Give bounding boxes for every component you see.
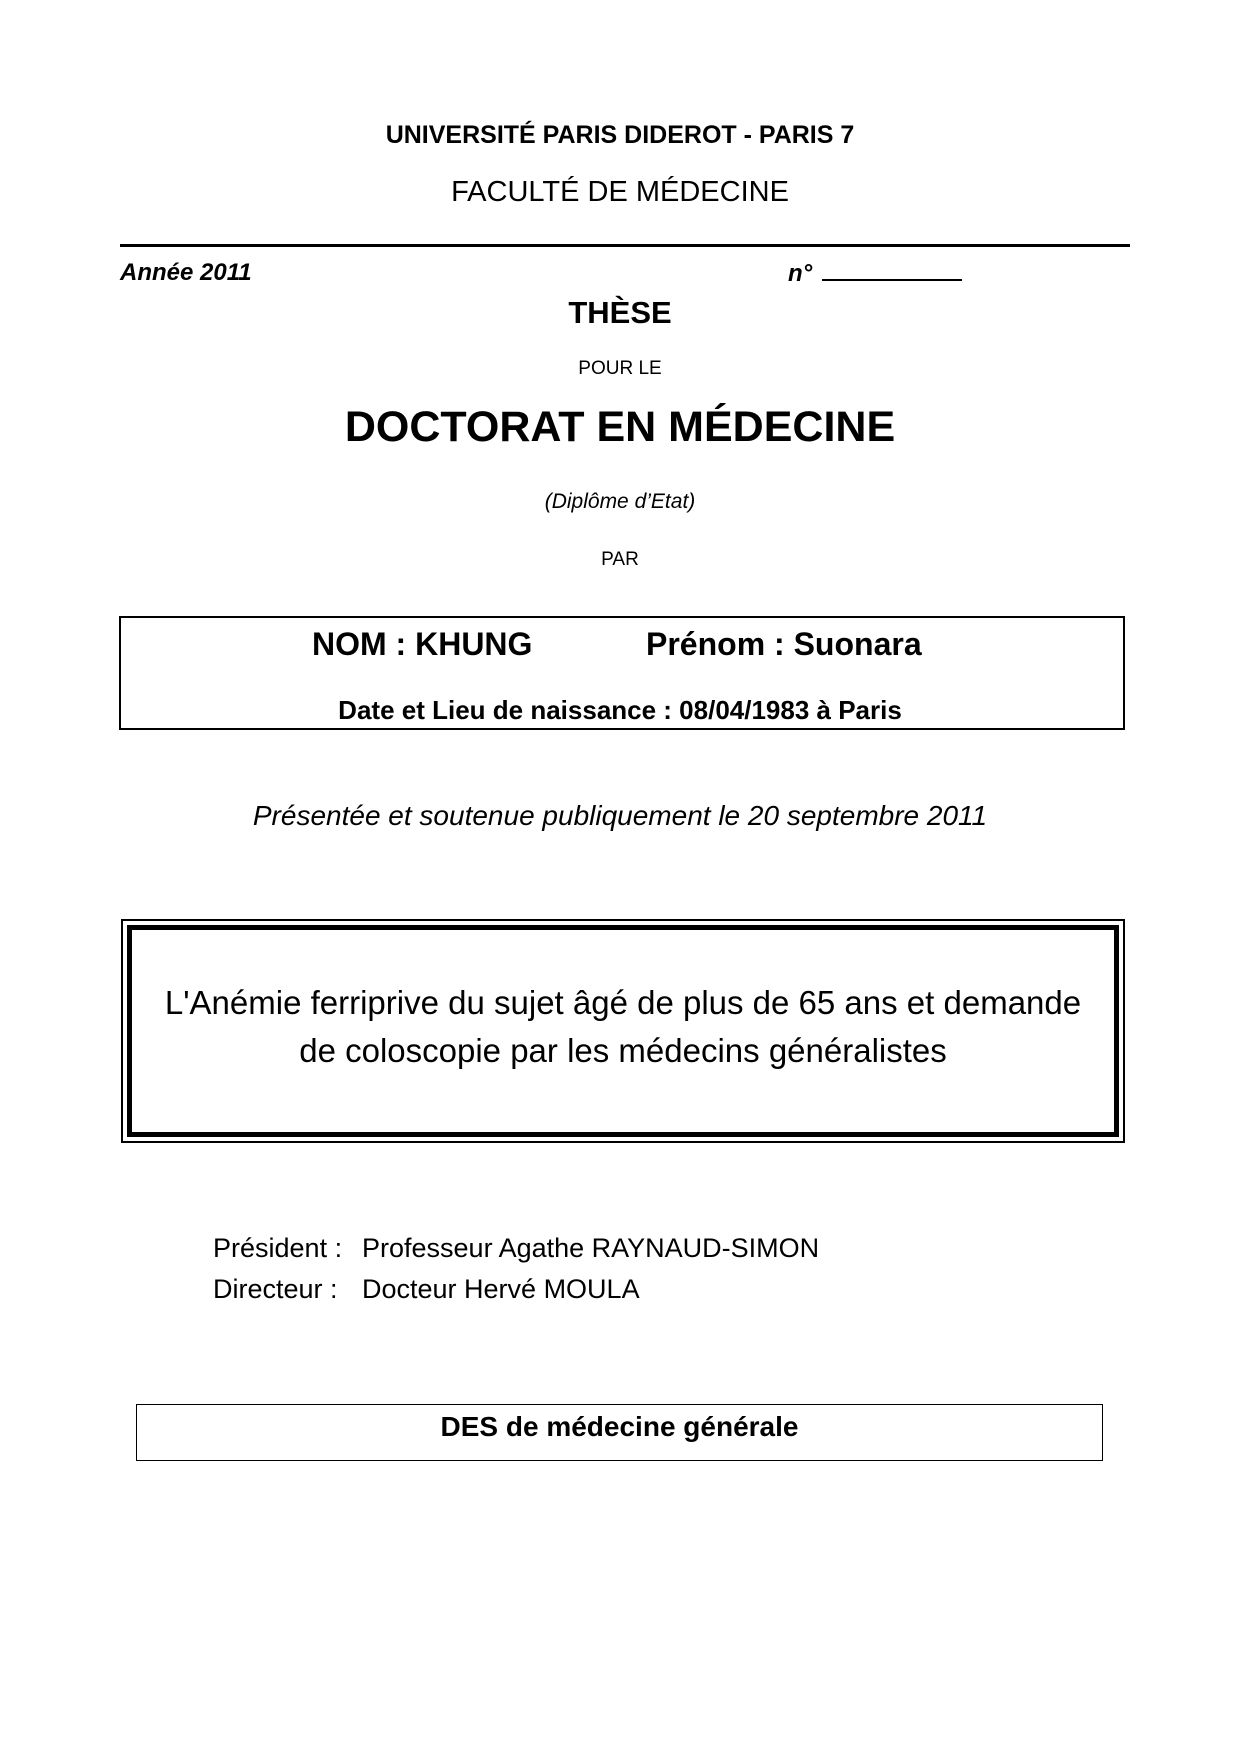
- par-label: PAR: [601, 549, 639, 570]
- thesis-number: [788, 259, 962, 288]
- faculty-name: FACULTÉ DE MÉDECINE: [451, 176, 789, 208]
- thesis-number-label: n°: [788, 260, 813, 287]
- candidate-birth-info: Date et Lieu de naissance : 08/04/1983 à Paris: [338, 695, 902, 725]
- des-label: DES de médecine générale: [440, 1411, 799, 1442]
- candidate-firstname: Prénom : Suonara: [646, 626, 922, 662]
- thesis-title-line-2: de coloscopie par les médecins généralistes: [299, 1032, 947, 1069]
- thesis-heading: THÈSE: [568, 295, 672, 330]
- jury-director: [213, 1274, 640, 1305]
- jury-president-name: Professeur Agathe RAYNAUD-SIMON: [362, 1233, 820, 1263]
- jury-president: [213, 1233, 819, 1264]
- year-label: Année 2011: [120, 259, 252, 286]
- pour-le-label: POUR LE: [578, 358, 662, 379]
- thesis-number-blank: [822, 259, 962, 281]
- diploma-note: (Diplôme d’Etat): [544, 490, 696, 513]
- degree-title: DOCTORAT EN MÉDECINE: [344, 403, 896, 451]
- jury-director-role: Directeur :: [213, 1274, 338, 1304]
- candidate-surname: NOM : KHUNG: [312, 626, 533, 662]
- university-name: UNIVERSITÉ PARIS DIDEROT - PARIS 7: [385, 121, 855, 149]
- header-divider: [120, 244, 1130, 247]
- jury-president-role: Président :: [213, 1233, 343, 1263]
- thesis-title: [140, 979, 1106, 1075]
- defense-date: Présentée et soutenue publiquement le 20 septembre 2011: [252, 800, 988, 831]
- thesis-title-line-1: L'Anémie ferriprive du sujet âgé de plus de 65 ans et demande: [164, 984, 1082, 1021]
- jury-director-name: Docteur Hervé MOULA: [362, 1274, 640, 1304]
